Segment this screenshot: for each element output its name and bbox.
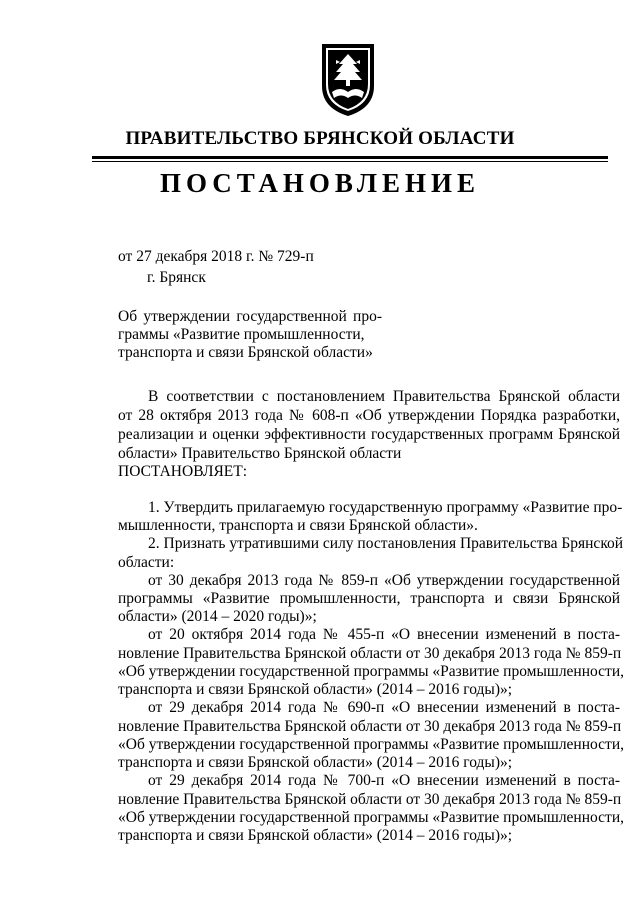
date-number-line: от 27 декабря 2018 г. № 729-п xyxy=(118,248,314,265)
body-line: новление Правительства Брянской области от 30 декабря 2013 года № 859-п xyxy=(118,718,622,735)
body-line: от 30 декабря 2013 года № 859-п «Об утверждении государственной xyxy=(148,572,620,589)
body-line: В соответствии с постановлением Правительства Брянской области xyxy=(148,388,620,405)
place-line: г. Брянск xyxy=(147,269,206,286)
body-line: транспорта и связи Брянской области» (2014 – 2016 годы)»; xyxy=(118,827,513,844)
body-line: области» Правительство Брянской области xyxy=(118,445,402,462)
body-line: «Об утверждении государственной программы «Развитие промышленности, xyxy=(118,663,624,680)
coat-of-arms-icon xyxy=(318,40,378,118)
subject-line: Об утверждении государственной про- xyxy=(118,308,382,325)
body-line: транспорта и связи Брянской области» (2014 – 2016 годы)»; xyxy=(118,681,513,698)
subject-line: граммы «Развитие промышленности, xyxy=(118,326,365,343)
body-line: от 20 октября 2014 года № 455-п «О внесении изменений в поста- xyxy=(148,626,620,643)
subject-line: транспорта и связи Брянской области» xyxy=(118,344,373,361)
body-line: «Об утверждении государственной программы «Развитие промышленности, xyxy=(118,736,624,753)
body-line: транспорта и связи Брянской области» (2014 – 2016 годы)»; xyxy=(118,754,513,771)
organization-name: ПРАВИТЕЛЬСТВО БРЯНСКОЙ ОБЛАСТИ xyxy=(125,128,515,149)
body-line: новление Правительства Брянской области от 30 декабря 2013 года № 859-п xyxy=(118,645,622,662)
body-line: области: xyxy=(118,554,175,571)
body-line: мышленности, транспорта и связи Брянской области». xyxy=(118,517,478,534)
body-line: новление Правительства Брянской области от 30 декабря 2013 года № 859-п xyxy=(118,791,622,808)
body-line: реализации и оценки эффективности государственных программ Брянской xyxy=(118,426,620,443)
body-line: от 29 декабря 2014 года № 700-п «О внесении изменений в поста- xyxy=(148,772,620,789)
body-line: от 29 декабря 2014 года № 690-п «О внесении изменений в поста- xyxy=(148,699,620,716)
body-line: 2. Признать утратившими силу постановления Правительства Брянской xyxy=(148,535,624,552)
body-line: от 28 октября 2013 года № 608-п «Об утверждении Порядка разработки, xyxy=(118,407,620,424)
header-rule-thick xyxy=(92,156,608,159)
body-line: программы «Развитие промышленности, транспорта и связи Брянской xyxy=(118,590,620,607)
header-rule-thin xyxy=(92,161,608,162)
body-line: 1. Утвердить прилагаемую государственную программу «Развитие про- xyxy=(148,499,623,516)
body-line: «Об утверждении государственной программы «Развитие промышленности, xyxy=(118,809,624,826)
document-type-title: ПОСТАНОВЛЕНИЕ xyxy=(159,168,481,198)
body-line: области» (2014 – 2020 годы)»; xyxy=(118,608,317,625)
body-line: ПОСТАНОВЛЯЕТ: xyxy=(118,463,248,480)
